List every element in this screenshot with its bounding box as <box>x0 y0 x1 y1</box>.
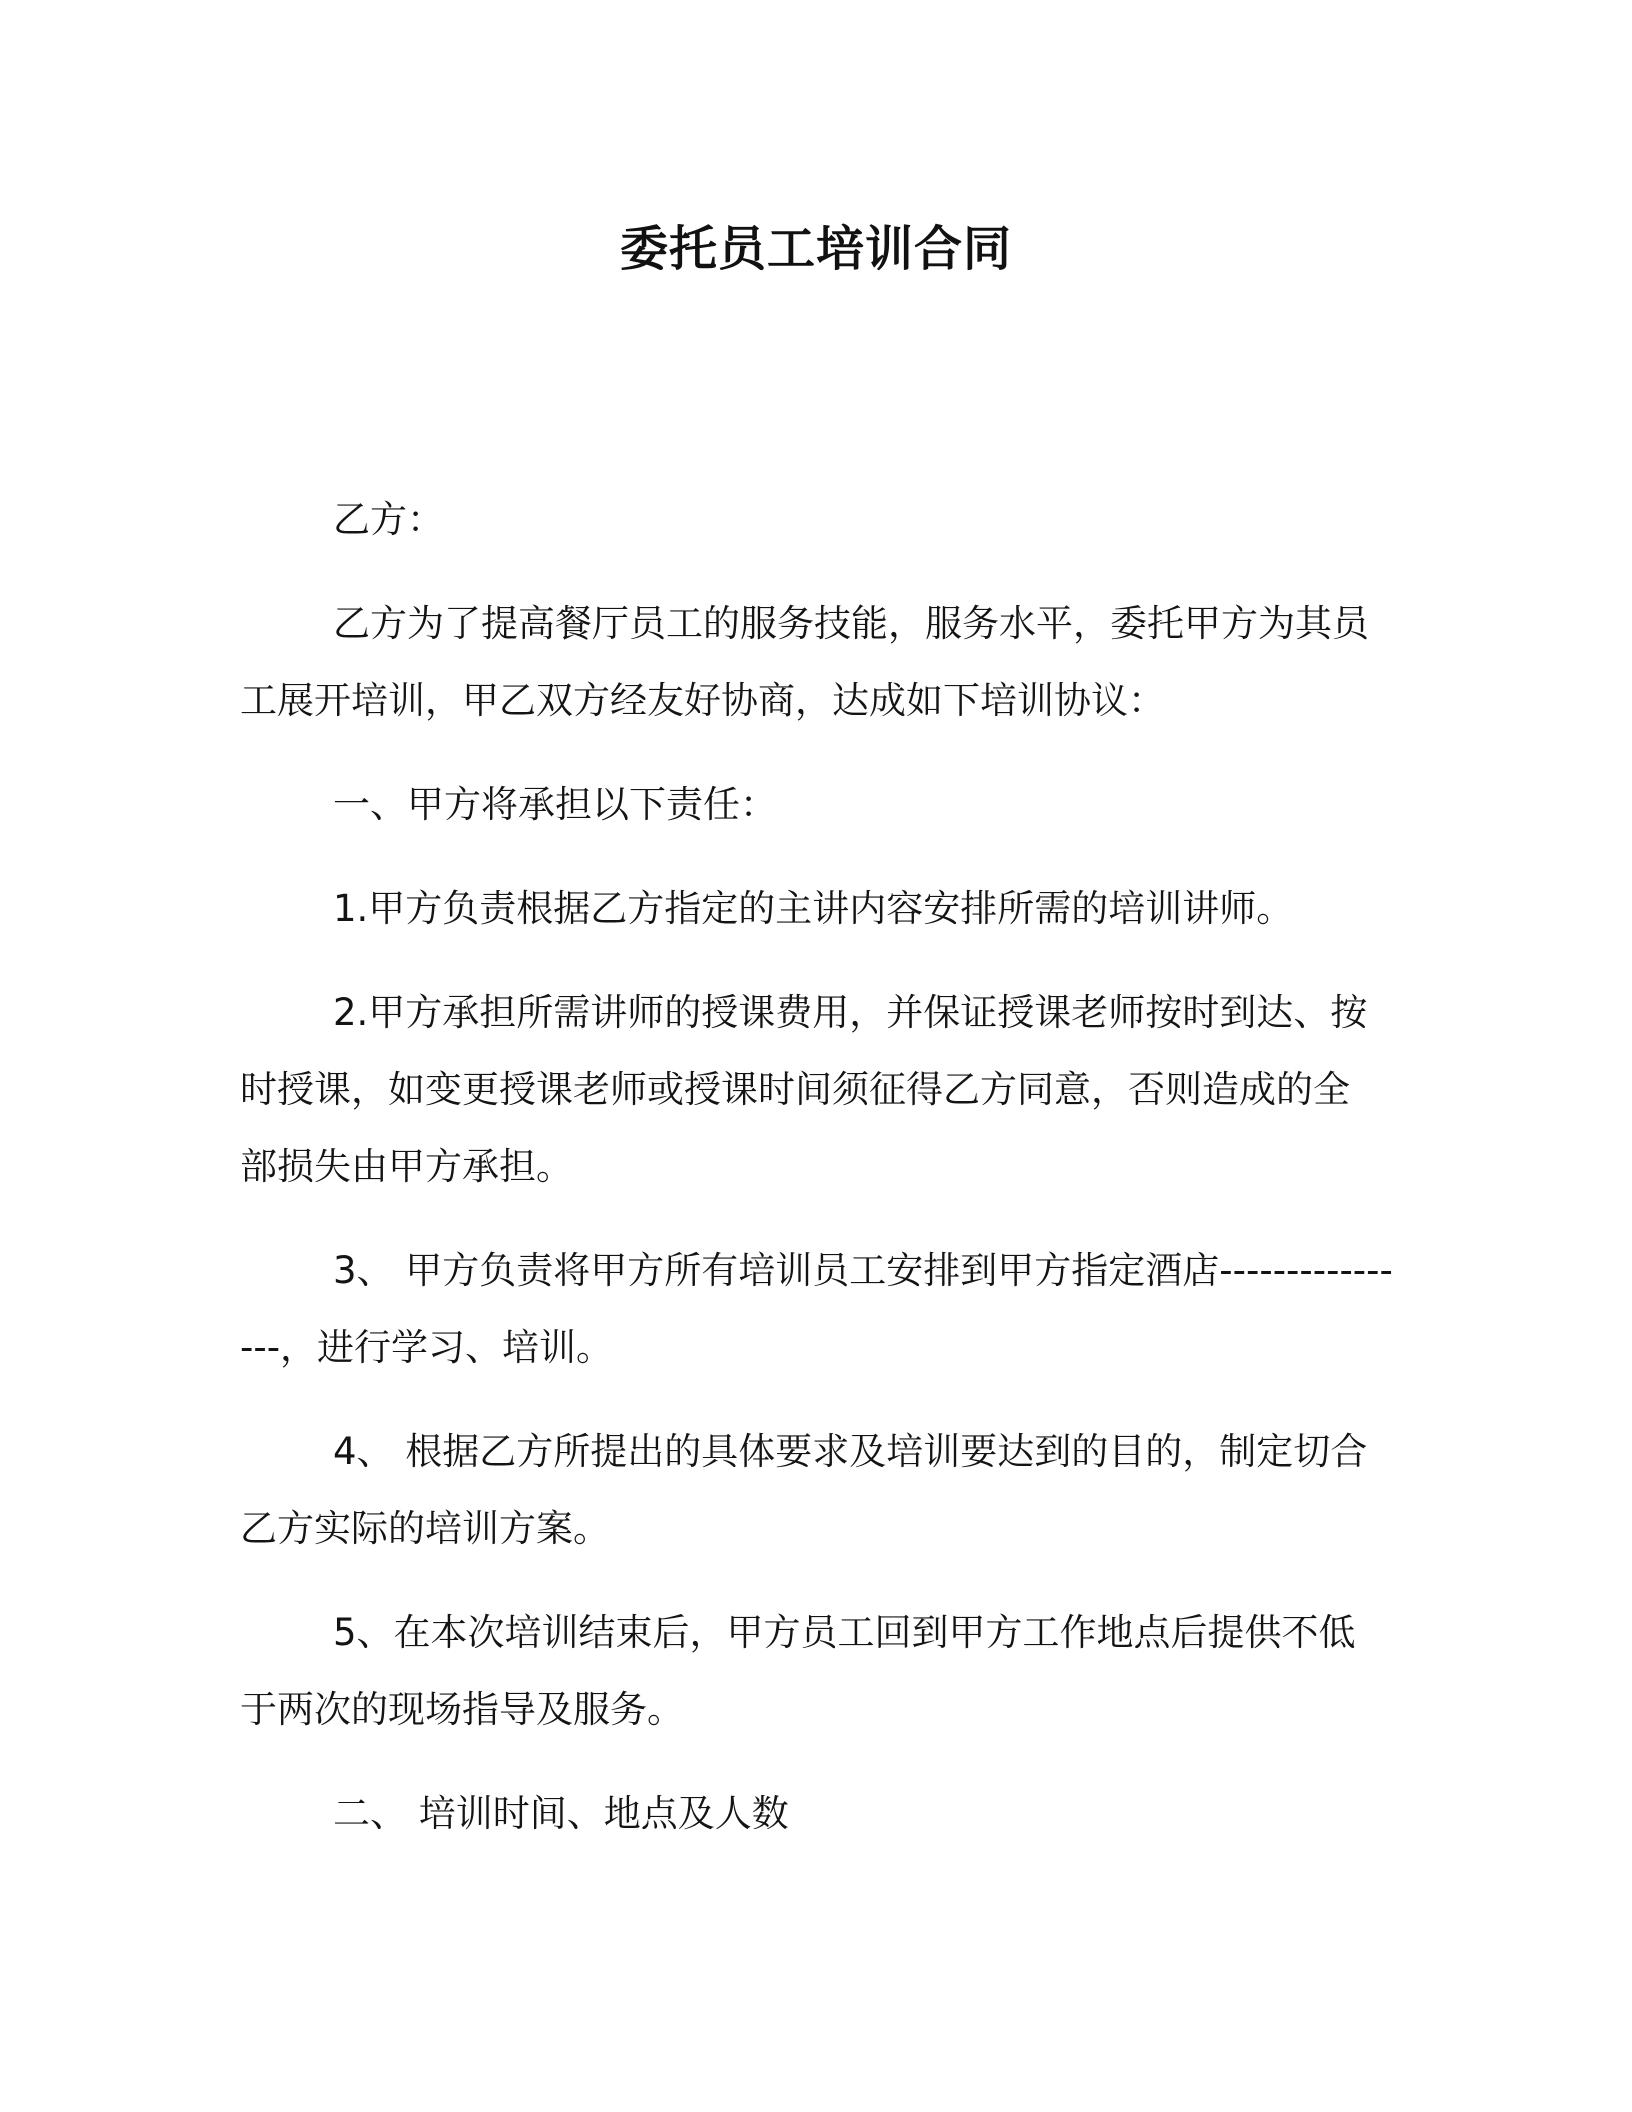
paragraph-line: 部损失由甲方承担。 <box>240 1145 573 1188</box>
paragraph-line: 乙方： <box>333 498 444 541</box>
paragraph-line: 乙方实际的培训方案。 <box>240 1507 610 1550</box>
paragraph-line: 4、 根据乙方所提出的具体要求及培训要达到的目的，制定切合 <box>333 1430 1368 1473</box>
paragraph-line: 工展开培训，甲乙双方经友好协商，达成如下培训协议： <box>240 679 1165 722</box>
paragraph-preamble <box>240 585 1390 739</box>
paragraph-party-b <box>240 481 1390 558</box>
section-heading-1 <box>240 766 1390 843</box>
clause-3 <box>240 1232 1393 1386</box>
clause-5 <box>240 1594 1390 1748</box>
section-heading-2 <box>240 1775 1390 1852</box>
paragraph-line: 时授课，如变更授课老师或授课时间须征得乙方同意，否则造成的全 <box>240 1068 1350 1111</box>
paragraph-line: 2.甲方承担所需讲师的授课费用，并保证授课老师按时到达、按 <box>333 991 1368 1034</box>
document-body <box>240 481 1393 1879</box>
section-heading-text: 一、甲方将承担以下责任： <box>333 783 777 826</box>
clause-2 <box>240 974 1390 1205</box>
paragraph-line: 乙方为了提高餐厅员工的服务技能，服务水平，委托甲方为其员 <box>333 602 1369 645</box>
paragraph-line: ---，进行学习、培训。 <box>240 1326 614 1369</box>
paragraph-line: 5、在本次培训结束后，甲方员工回到甲方工作地点后提供不低 <box>333 1611 1356 1654</box>
paragraph-line: 3、 甲方负责将甲方所有培训员工安排到甲方指定酒店------------- <box>333 1249 1393 1292</box>
clause-1 <box>240 870 1390 947</box>
document-title: 委托员工培训合同 <box>619 221 1012 277</box>
paragraph-line: 于两次的现场指导及服务。 <box>240 1688 684 1731</box>
section-heading-text: 二、 培训时间、地点及人数 <box>333 1792 789 1835</box>
paragraph-line: 1.甲方负责根据乙方指定的主讲内容安排所需的培训讲师。 <box>333 887 1294 930</box>
clause-4 <box>240 1413 1390 1567</box>
